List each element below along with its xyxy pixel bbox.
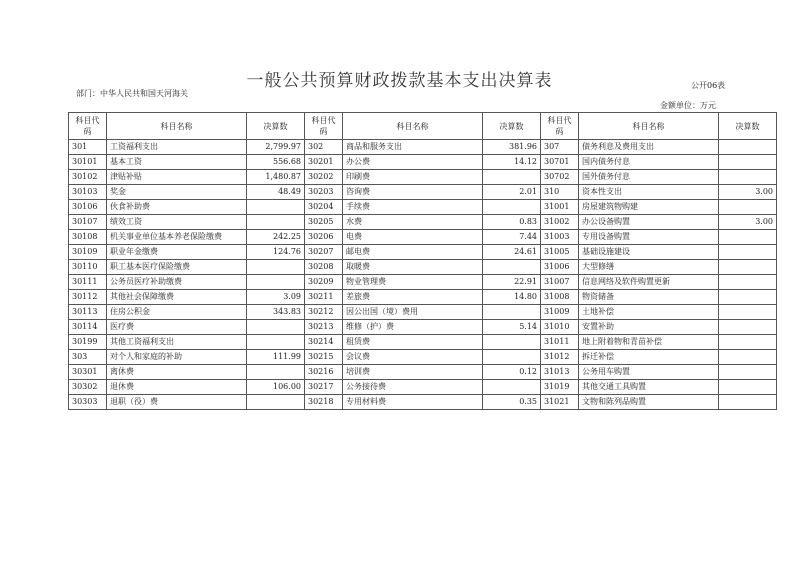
code-cell: 30217 (305, 380, 343, 395)
table-row (69, 365, 777, 380)
header-amount-3: 决算数 (719, 113, 777, 140)
amount-cell (719, 140, 777, 155)
amount-cell: 7.44 (483, 230, 541, 245)
code-cell: 30303 (69, 395, 107, 410)
amount-cell: 22.91 (483, 275, 541, 290)
code-cell: 31002 (541, 215, 579, 230)
name-cell: 资本性支出 (579, 185, 719, 200)
name-cell: 对个人和家庭的补助 (107, 350, 247, 365)
header-name-1: 科目名称 (107, 113, 247, 140)
code-cell: 30702 (541, 170, 579, 185)
name-cell: 电费 (343, 230, 483, 245)
amount-cell (247, 200, 305, 215)
name-cell: 取暖费 (343, 260, 483, 275)
name-cell: 办公费 (343, 155, 483, 170)
amount-cell (719, 200, 777, 215)
code-cell: 30112 (69, 290, 107, 305)
code-cell: 30701 (541, 155, 579, 170)
name-cell: 大型修缮 (579, 260, 719, 275)
name-cell: 基本工资 (107, 155, 247, 170)
amount-cell (483, 200, 541, 215)
amount-cell (719, 170, 777, 185)
name-cell: 津贴补贴 (107, 170, 247, 185)
amount-cell: 2,799.97 (247, 140, 305, 155)
name-cell: 物资储备 (579, 290, 719, 305)
amount-cell (483, 305, 541, 320)
code-cell: 30218 (305, 395, 343, 410)
name-cell: 租赁费 (343, 335, 483, 350)
name-cell: 商品和服务支出 (343, 140, 483, 155)
amount-cell: 0.35 (483, 395, 541, 410)
name-cell: 安置补助 (579, 320, 719, 335)
expenditure-table (68, 112, 777, 410)
code-cell: 30108 (69, 230, 107, 245)
amount-cell (247, 395, 305, 410)
header-name-3: 科目名称 (579, 113, 719, 140)
code-cell: 31013 (541, 365, 579, 380)
amount-cell (719, 230, 777, 245)
code-cell: 30101 (69, 155, 107, 170)
table-row (69, 245, 777, 260)
code-cell: 30204 (305, 200, 343, 215)
code-cell: 30202 (305, 170, 343, 185)
amount-cell: 106.00 (247, 380, 305, 395)
name-cell: 国内债务付息 (579, 155, 719, 170)
table-row (69, 275, 777, 290)
table-row (69, 305, 777, 320)
amount-cell (719, 395, 777, 410)
code-cell: 31008 (541, 290, 579, 305)
code-cell: 30216 (305, 365, 343, 380)
code-cell: 307 (541, 140, 579, 155)
code-cell: 30109 (69, 245, 107, 260)
amount-cell (247, 365, 305, 380)
table-row (69, 155, 777, 170)
amount-cell: 24.61 (483, 245, 541, 260)
name-cell: 房屋建筑物购建 (579, 200, 719, 215)
code-cell: 30205 (305, 215, 343, 230)
code-cell: 30212 (305, 305, 343, 320)
name-cell: 公务接待费 (343, 380, 483, 395)
name-cell: 差旅费 (343, 290, 483, 305)
header-code-3: 科目代码 (541, 113, 579, 140)
report-title: 一般公共预算财政拨款基本支出决算表 (246, 71, 553, 91)
code-cell: 30102 (69, 170, 107, 185)
name-cell: 印刷费 (343, 170, 483, 185)
table-body (69, 140, 777, 410)
header-amount-2: 决算数 (483, 113, 541, 140)
department-label: 部门：中华人民共和国天河海关 (76, 89, 188, 98)
name-cell: 职业年金缴费 (107, 245, 247, 260)
code-cell: 30106 (69, 200, 107, 215)
amount-cell (719, 155, 777, 170)
name-cell: 债务利息及费用支出 (579, 140, 719, 155)
name-cell: 伙食补助费 (107, 200, 247, 215)
name-cell: 手续费 (343, 200, 483, 215)
name-cell: 国外债务付息 (579, 170, 719, 185)
name-cell: 公务用车购置 (579, 365, 719, 380)
code-cell: 31011 (541, 335, 579, 350)
name-cell: 会议费 (343, 350, 483, 365)
name-cell: 因公出国（境）费用 (343, 305, 483, 320)
amount-cell: 343.83 (247, 305, 305, 320)
table-row (69, 170, 777, 185)
code-cell: 30215 (305, 350, 343, 365)
amount-cell (719, 245, 777, 260)
code-cell: 30209 (305, 275, 343, 290)
amount-cell (483, 170, 541, 185)
amount-cell (247, 335, 305, 350)
code-cell: 31007 (541, 275, 579, 290)
amount-cell: 5.14 (483, 320, 541, 335)
table-row (69, 320, 777, 335)
amount-cell (247, 275, 305, 290)
name-cell: 住房公积金 (107, 305, 247, 320)
name-cell: 工资福利支出 (107, 140, 247, 155)
code-cell: 30302 (69, 380, 107, 395)
name-cell: 维修（护）费 (343, 320, 483, 335)
code-cell: 31003 (541, 230, 579, 245)
header-name-2: 科目名称 (343, 113, 483, 140)
amount-cell (719, 320, 777, 335)
amount-cell (247, 320, 305, 335)
header-amount-1: 决算数 (247, 113, 305, 140)
code-cell: 31006 (541, 260, 579, 275)
name-cell: 物业管理费 (343, 275, 483, 290)
amount-cell (483, 380, 541, 395)
code-cell: 30201 (305, 155, 343, 170)
code-cell: 303 (69, 350, 107, 365)
table-row (69, 350, 777, 365)
amount-cell: 0.83 (483, 215, 541, 230)
code-cell: 301 (69, 140, 107, 155)
amount-cell: 2.01 (483, 185, 541, 200)
code-cell: 31012 (541, 350, 579, 365)
name-cell: 离休费 (107, 365, 247, 380)
name-cell: 其他社会保障缴费 (107, 290, 247, 305)
code-cell: 30113 (69, 305, 107, 320)
amount-cell: 111.99 (247, 350, 305, 365)
name-cell: 办公设备购置 (579, 215, 719, 230)
code-cell: 30208 (305, 260, 343, 275)
amount-cell: 0.12 (483, 365, 541, 380)
code-cell: 31001 (541, 200, 579, 215)
amount-cell: 1,480.87 (247, 170, 305, 185)
name-cell: 咨询费 (343, 185, 483, 200)
amount-cell: 242.25 (247, 230, 305, 245)
table-row (69, 230, 777, 245)
amount-cell: 124.76 (247, 245, 305, 260)
code-cell: 30114 (69, 320, 107, 335)
table-row (69, 380, 777, 395)
name-cell: 邮电费 (343, 245, 483, 260)
amount-cell (719, 305, 777, 320)
name-cell: 文物和陈列品购置 (579, 395, 719, 410)
table-row (69, 185, 777, 200)
amount-cell: 3.09 (247, 290, 305, 305)
name-cell: 地上附着物和青苗补偿 (579, 335, 719, 350)
name-cell: 信息网络及软件购置更新 (579, 275, 719, 290)
table-row (69, 215, 777, 230)
code-cell: 30199 (69, 335, 107, 350)
amount-cell (719, 290, 777, 305)
amount-cell (483, 350, 541, 365)
table-row (69, 200, 777, 215)
code-cell: 302 (305, 140, 343, 155)
name-cell: 奖金 (107, 185, 247, 200)
table-row (69, 395, 777, 410)
code-cell: 30103 (69, 185, 107, 200)
code-cell: 30107 (69, 215, 107, 230)
table-row (69, 140, 777, 155)
name-cell: 其他工资福利支出 (107, 335, 247, 350)
amount-cell (719, 365, 777, 380)
name-cell: 机关事业单位基本养老保险缴费 (107, 230, 247, 245)
amount-cell (719, 380, 777, 395)
code-cell: 31009 (541, 305, 579, 320)
name-cell: 医疗费 (107, 320, 247, 335)
amount-cell (719, 350, 777, 365)
code-cell: 30214 (305, 335, 343, 350)
table-header-row (69, 113, 777, 140)
amount-cell (247, 260, 305, 275)
header-code-2: 科目代码 (305, 113, 343, 140)
code-cell: 30207 (305, 245, 343, 260)
form-code: 公开06表 (691, 81, 726, 90)
amount-cell: 3.00 (719, 215, 777, 230)
table-row (69, 335, 777, 350)
name-cell: 公务员医疗补助缴费 (107, 275, 247, 290)
amount-cell (483, 260, 541, 275)
code-cell: 30211 (305, 290, 343, 305)
code-cell: 30213 (305, 320, 343, 335)
amount-cell (719, 260, 777, 275)
code-cell: 310 (541, 185, 579, 200)
name-cell: 退职（役）费 (107, 395, 247, 410)
name-cell: 拆迁补偿 (579, 350, 719, 365)
amount-cell (247, 215, 305, 230)
code-cell: 30110 (69, 260, 107, 275)
name-cell: 职工基本医疗保险缴费 (107, 260, 247, 275)
amount-cell: 3.00 (719, 185, 777, 200)
code-cell: 31021 (541, 395, 579, 410)
code-cell: 31019 (541, 380, 579, 395)
amount-cell (719, 335, 777, 350)
name-cell: 退休费 (107, 380, 247, 395)
code-cell: 31005 (541, 245, 579, 260)
amount-cell: 14.80 (483, 290, 541, 305)
amount-cell (719, 275, 777, 290)
table-row (69, 260, 777, 275)
name-cell: 绩效工资 (107, 215, 247, 230)
name-cell: 培训费 (343, 365, 483, 380)
code-cell: 30301 (69, 365, 107, 380)
name-cell: 土地补偿 (579, 305, 719, 320)
name-cell: 专用设备购置 (579, 230, 719, 245)
amount-cell: 381.96 (483, 140, 541, 155)
amount-cell: 48.49 (247, 185, 305, 200)
name-cell: 基础设施建设 (579, 245, 719, 260)
name-cell: 其他交通工具购置 (579, 380, 719, 395)
table-row (69, 290, 777, 305)
amount-cell: 14.12 (483, 155, 541, 170)
amount-cell: 556.68 (247, 155, 305, 170)
code-cell: 31010 (541, 320, 579, 335)
name-cell: 专用材料费 (343, 395, 483, 410)
code-cell: 30111 (69, 275, 107, 290)
amount-cell (483, 335, 541, 350)
code-cell: 30206 (305, 230, 343, 245)
amount-unit-label: 金额单位：万元 (660, 101, 716, 110)
header-code-1: 科目代码 (69, 113, 107, 140)
code-cell: 30203 (305, 185, 343, 200)
name-cell: 水费 (343, 215, 483, 230)
